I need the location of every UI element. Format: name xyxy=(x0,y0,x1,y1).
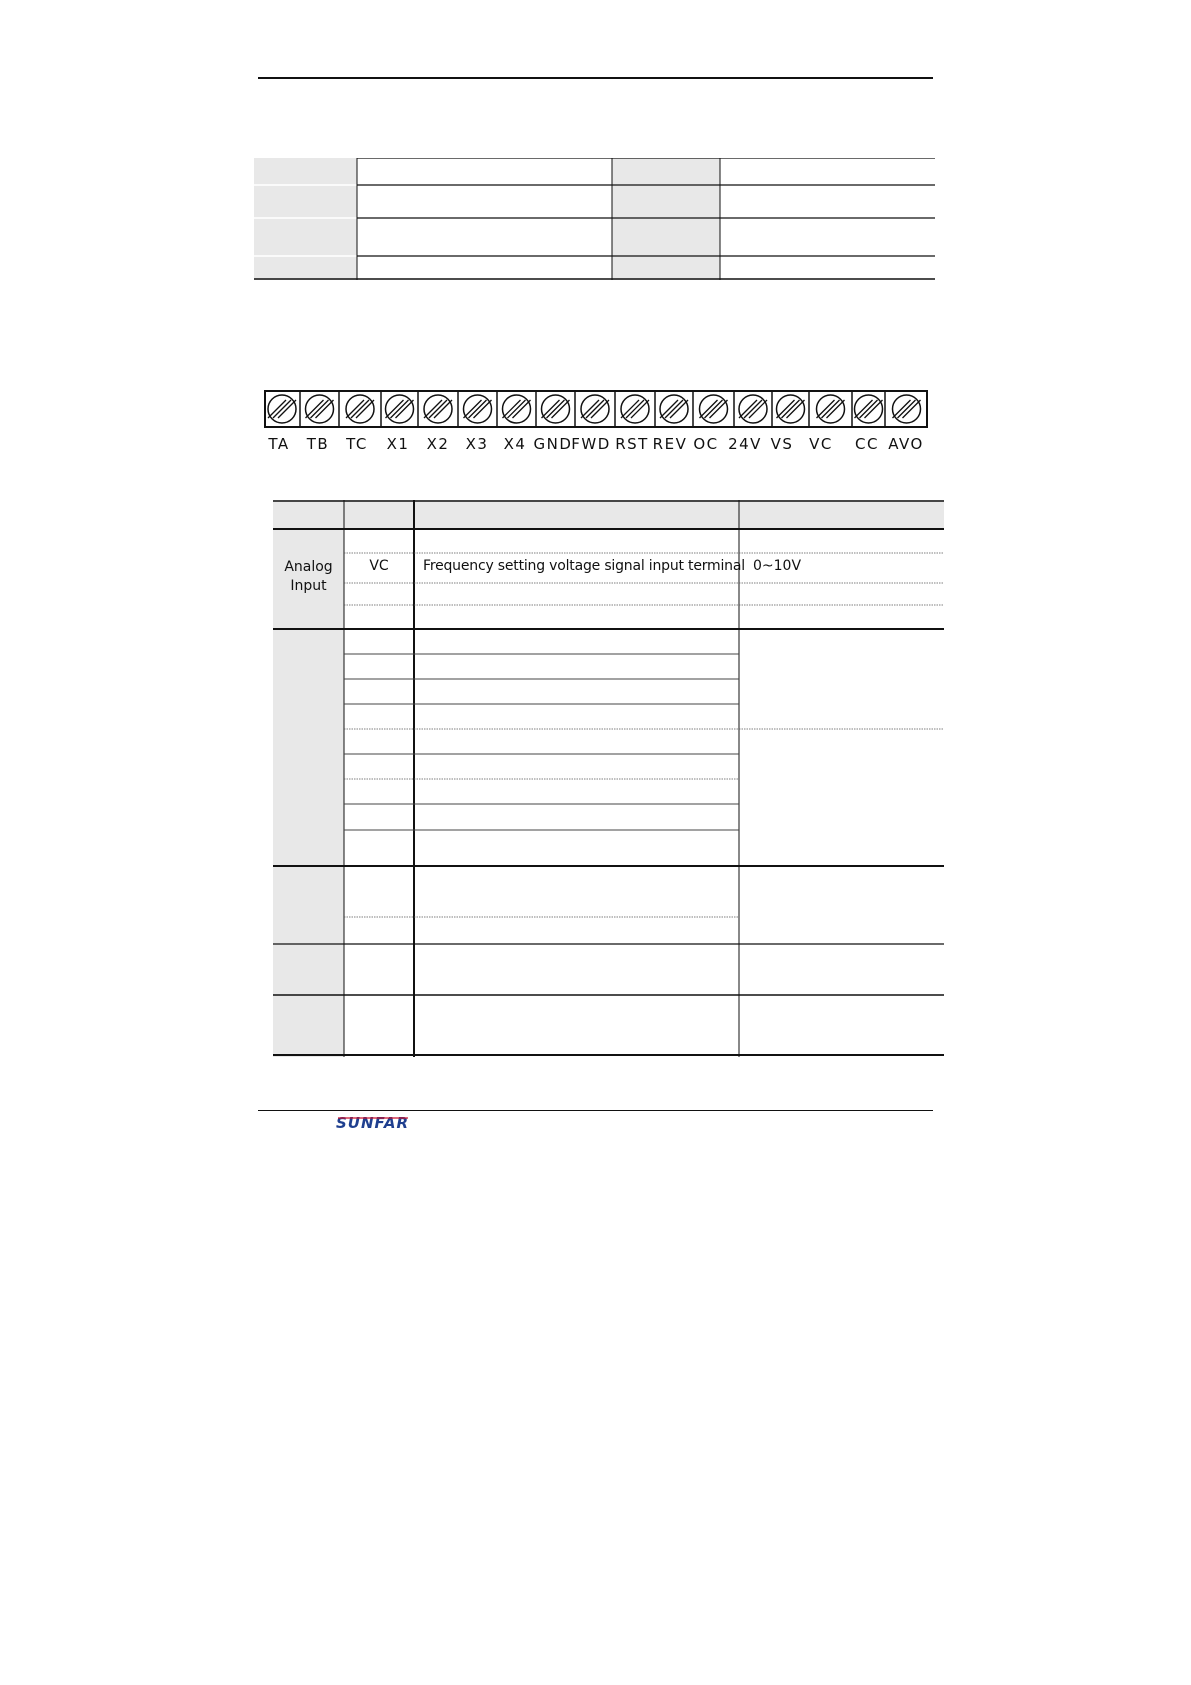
terminal-screw-x3 xyxy=(464,395,492,423)
terminal-label-fwd: FWD xyxy=(571,435,611,453)
terminal-screw-x4 xyxy=(503,395,531,423)
terminal-label-x3: X3 xyxy=(465,435,489,453)
analog-input-label-text: Analog Input xyxy=(284,559,333,594)
terminal-screw-vs xyxy=(777,395,805,423)
sunfar-logo xyxy=(336,1114,416,1132)
terminal-screw-tb xyxy=(306,395,334,423)
terminal-label-x2: X2 xyxy=(426,435,450,453)
footer-rule xyxy=(258,1110,933,1111)
vc-description-cell: Frequency setting voltage signal input terminal xyxy=(423,558,745,574)
info-table xyxy=(254,158,935,280)
terminal-screw-gnd xyxy=(542,395,570,423)
analog-input-group-label xyxy=(273,558,344,596)
terminal-label-gnd: GND xyxy=(533,435,573,453)
terminal-label-tc: TC xyxy=(346,435,368,453)
terminal-label-ta: TA xyxy=(268,435,290,453)
terminal-screw-ta xyxy=(268,395,296,423)
terminal-screw-fwd xyxy=(581,395,609,423)
terminal-screw-rev xyxy=(660,395,688,423)
terminal-label-x1: X1 xyxy=(386,435,410,453)
terminal-screw-tc xyxy=(346,395,374,423)
terminal-label-vs: VS xyxy=(770,435,794,453)
info-table-grid xyxy=(254,158,935,280)
terminal-label-x4: X4 xyxy=(503,435,527,453)
terminal-screw-x1 xyxy=(386,395,414,423)
spec-table xyxy=(273,500,944,1057)
terminal-label-rst: RST xyxy=(615,435,649,453)
terminal-label-avo: AVO xyxy=(888,435,924,453)
terminal-block xyxy=(264,390,928,428)
terminal-screw-oc xyxy=(700,395,728,423)
spec-table-grid xyxy=(273,500,944,1057)
terminal-screw-avo xyxy=(893,395,921,423)
terminal-label-rev: REV xyxy=(652,435,688,453)
terminal-label-vc: VC xyxy=(809,435,833,453)
vc-spec-cell: 0~10V xyxy=(753,558,802,574)
terminal-label-tb: TB xyxy=(306,435,330,453)
terminal-label-oc: OC xyxy=(693,435,719,453)
terminal-screw-24v xyxy=(739,395,767,423)
terminal-label-24v: 24V xyxy=(728,435,762,453)
terminal-label-cc: CC xyxy=(855,435,879,453)
terminal-screw-vc xyxy=(817,395,845,423)
sunfar-logo-text: SUNFAR xyxy=(336,1114,410,1132)
header-rule xyxy=(258,77,933,79)
terminal-screw-cc xyxy=(855,395,883,423)
terminal-screw-rst xyxy=(621,395,649,423)
vc-terminal-cell: VC xyxy=(369,558,389,574)
terminal-screw-x2 xyxy=(424,395,452,423)
